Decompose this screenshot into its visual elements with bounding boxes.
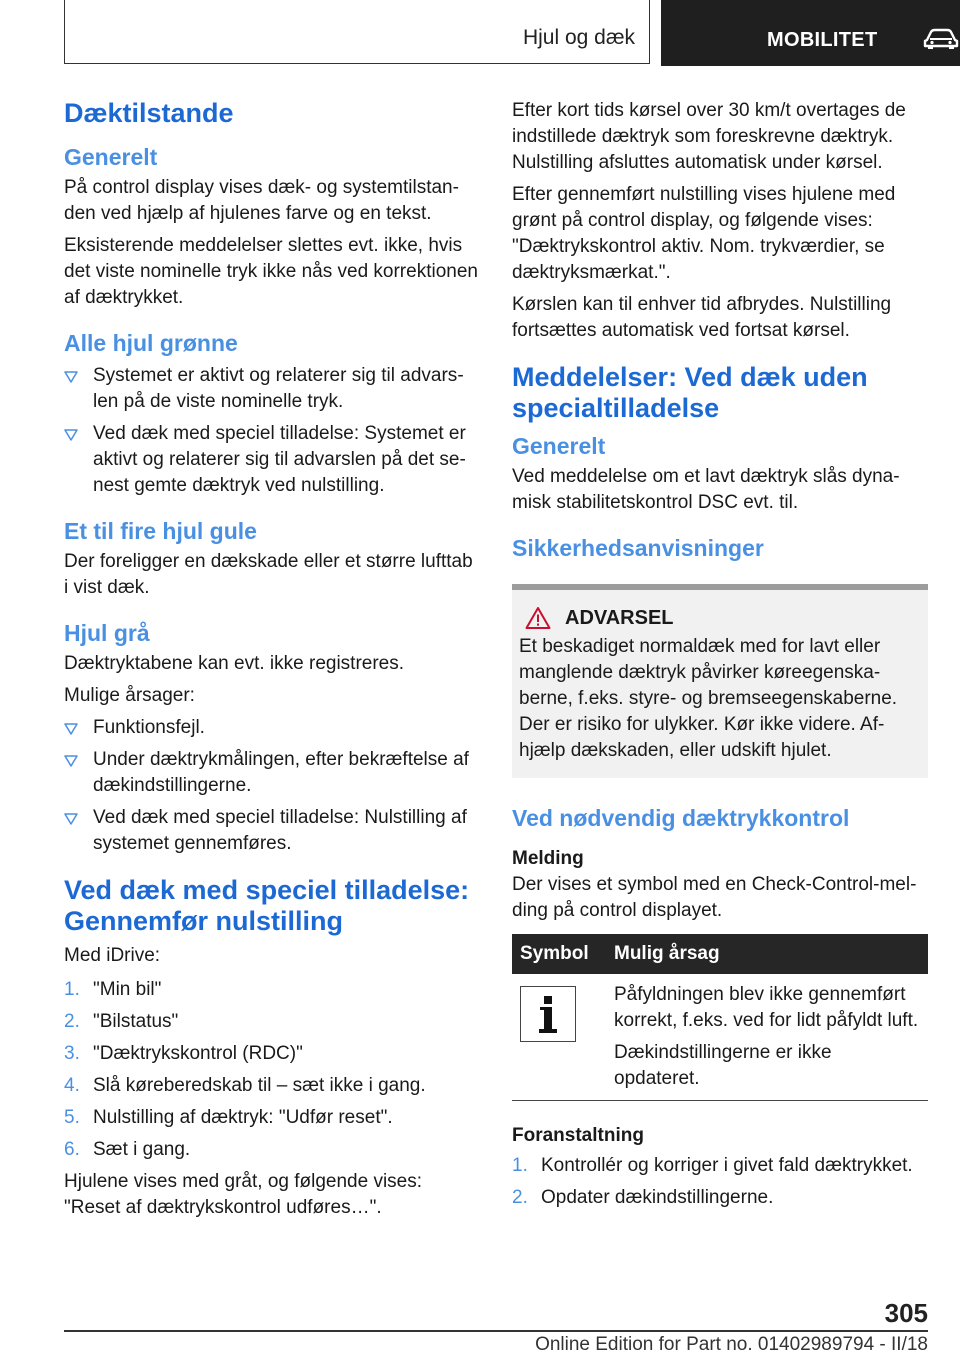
left-column [64, 98, 480, 1227]
step-number: 1. [64, 979, 80, 1000]
triangle-bullet-icon [64, 429, 78, 441]
list-item [64, 977, 480, 1003]
list-item [512, 1153, 928, 1179]
paragraph: Kørslen kan til enhver tid afbrydes. Nulstilling fortsættes automatisk ved fortsat kørsel. [512, 294, 892, 341]
heading-yellow: Et til fire hjul gule [64, 518, 257, 544]
section-title-tire-status: Dæktilstande [64, 98, 234, 128]
column-header-cause: Mulig årsag [606, 934, 928, 974]
step-number: 2. [64, 1011, 80, 1032]
list-item [64, 421, 480, 499]
heading-generelt: Generelt [64, 144, 158, 170]
header-section-title: Hjul og dæk [522, 26, 635, 49]
numbered-list [64, 977, 480, 1163]
numbered-list [512, 1153, 928, 1211]
paragraph: Der vises et symbol med en Check-Control-melding på control displayet. [512, 874, 917, 921]
heading-generelt: Generelt [512, 433, 606, 459]
list-item [64, 1041, 480, 1067]
list-item [64, 1009, 480, 1035]
heading-tire-check: Ved nødvendig dæktrykkontrol [512, 805, 850, 831]
paragraph: Efter kort tids kørsel over 30 km/t overtages de indstillede dæktryk som foreskrevne dæktryk. Nulstilling afsluttes automatisk under kørsel. [512, 100, 906, 173]
triangle-bullet-icon [64, 813, 78, 825]
bullet-list [64, 715, 480, 857]
warning-box [512, 584, 928, 778]
info-icon [520, 986, 576, 1042]
heading-melding: Melding [512, 848, 584, 869]
list-item [64, 805, 480, 857]
paragraph: På control display vises dæk- og systemtilstanden ved hjælp af hjulenes farve og en tekst. [64, 177, 459, 224]
step-text: "Bilstatus" [93, 1011, 179, 1032]
step-number: 4. [64, 1075, 80, 1096]
header-section-box [64, 0, 650, 64]
bullet-list [64, 363, 480, 499]
list-item [512, 1185, 928, 1211]
section-title-reset: Ved dæk med speciel tilladelse: Gennemfør nulstilling [64, 875, 470, 936]
list-item [64, 715, 480, 741]
cause-text: Påfyldningen blev ikke gennemført korrekt, f.eks. ved for lidt påfyldt luft. [614, 984, 919, 1031]
table-row [512, 974, 928, 1101]
page-number: 305 [884, 1298, 928, 1328]
paragraph: Mulige årsager: [64, 685, 195, 706]
list-item [64, 1137, 480, 1163]
warning-triangle-icon [525, 606, 551, 630]
triangle-bullet-icon [64, 723, 78, 735]
step-text: Slå køreberedskab til – sæt ikke i gang. [93, 1075, 426, 1096]
step-number: 3. [64, 1043, 80, 1064]
warning-title-text: ADVARSEL [565, 606, 674, 629]
paragraph: Ved meddelelse om et lavt dæktryk slås dynamisk stabilitetskontrol DSC evt. til. [512, 466, 900, 513]
step-number: 6. [64, 1139, 80, 1160]
list-item [64, 363, 480, 415]
list-item [64, 1073, 480, 1099]
heading-grey: Hjul grå [64, 620, 150, 646]
cause-text: Dækindstillingerne er ikke opdateret. [614, 1042, 832, 1089]
step-text: Kontrollér og korriger i givet fald dæktrykket. [541, 1155, 913, 1176]
cause-cell [606, 974, 928, 1101]
list-item [64, 747, 480, 799]
heading-action: Foranstaltning [512, 1125, 644, 1146]
list-item-text: Funktionsfejl. [93, 717, 205, 738]
list-item-text: Ved dæk med speciel tilladelse: Nulstilling af systemet gennemføres. [93, 807, 467, 854]
heading-safety: Sikkerhedsanvisninger [512, 535, 764, 561]
car-icon [923, 28, 959, 50]
step-text: "Min bil" [93, 979, 162, 1000]
paragraph: Dæktryktabene kan evt. ikke registreres. [64, 653, 405, 674]
step-number: 1. [512, 1155, 528, 1176]
paragraph: Med iDrive: [64, 945, 161, 966]
step-number: 2. [512, 1187, 528, 1208]
header-chapter-bar [661, 0, 960, 66]
paragraph: Der foreligger en dækskade eller et større lufttab i vist dæk. [64, 551, 473, 598]
list-item-text: Ved dæk med speciel tilladelse: Systemet er aktivt og relaterer sig til advarslen på det senest gemte dæktryk ved nulstilling. [93, 423, 466, 496]
right-column [512, 98, 928, 1217]
paragraph: Eksisterende meddelelser slettes evt. ikke, hvis det viste nominelle tryk ikke nås ved korrektionen af dæktrykket. [64, 235, 478, 308]
step-number: 5. [64, 1107, 80, 1128]
step-text: Nulstilling af dæktryk: "Udfør reset". [93, 1107, 393, 1128]
warning-title [519, 606, 920, 630]
column-header-symbol: Symbol [512, 934, 606, 974]
footer-divider [64, 1330, 928, 1332]
triangle-bullet-icon [64, 755, 78, 767]
list-item-text: Systemet er aktivt og relaterer sig til advarslen på de viste nominelle tryk. [93, 365, 464, 412]
heading-all-green: Alle hjul grønne [64, 330, 238, 356]
header-chapter-title: MOBILITET [767, 29, 878, 51]
step-text: Sæt i gang. [93, 1139, 191, 1160]
footer-edition: Online Edition for Part no. 01402989794 - II/18 [535, 1334, 928, 1355]
paragraph: Efter gennemført nulstilling vises hjulene med grønt på control display, og følgende vises: "Dæktrykskontrol aktiv. Nom. trykværdier, se dæktryksmærkat.". [512, 184, 896, 283]
symbol-table [512, 934, 928, 1101]
triangle-bullet-icon [64, 371, 78, 383]
page-header [0, 0, 960, 66]
list-item-text: Under dæktrykmålingen, efter bekræftelse af dækindstillingerne. [93, 749, 469, 796]
step-text: "Dæktrykskontrol (RDC)" [93, 1043, 303, 1064]
list-item [64, 1105, 480, 1131]
table-header-row [512, 934, 928, 974]
section-title-messages: Meddelelser: Ved dæk uden specialtilladelse [512, 362, 868, 423]
warning-text: Et beskadiget normaldæk med for lavt eller manglende dæktryk påvirker køreegenskaberne, f.eks. styre- og bremseegenskaberne. Der er risiko for ulykker. Kør ikke videre. Afhjælp dækskaden, eller udskift hjulet. [519, 636, 898, 761]
symbol-cell [512, 974, 606, 1101]
paragraph: Hjulene vises med gråt, og følgende vises: "Reset af dæktrykskontrol udføres…". [64, 1171, 423, 1218]
step-text: Opdater dækindstillingerne. [541, 1187, 774, 1208]
